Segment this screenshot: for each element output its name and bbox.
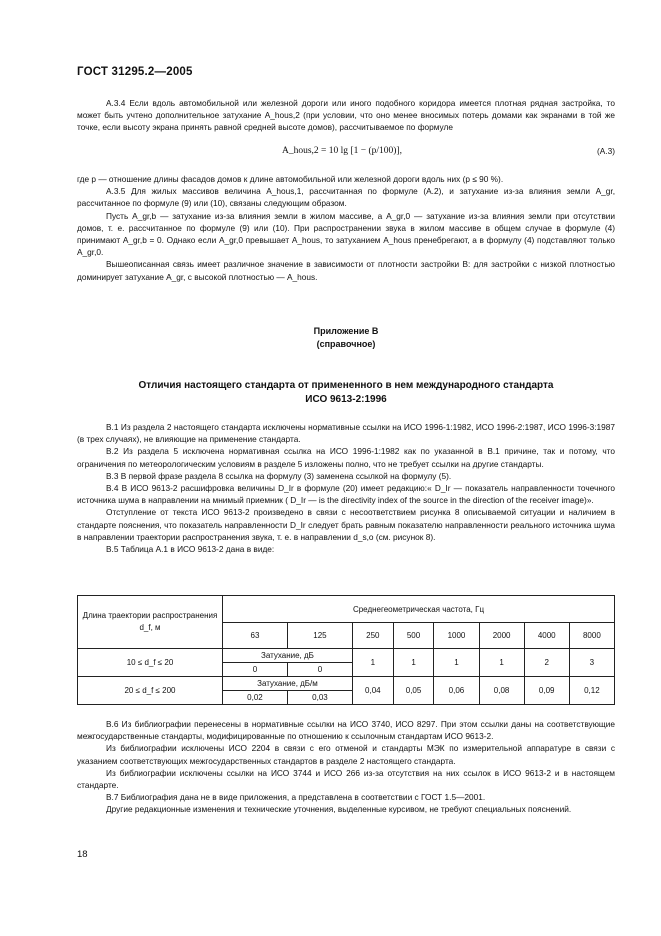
standard-header: ГОСТ 31295.2—2005 (77, 66, 193, 78)
paragraph: Пусть A_gr,b — затухание из-за влияния земли в жилом массиве, а A_gr,0 — затухание из-за влияния земли при отсутствии домов, т. е. рассчитанное по формуле (9) или (10). При распространении звука в жилом массиве в общем случае в формуле (4) принимают A_gr,b = 0. Однако если A_gr,0 превышает A_hous, то затуханием A_hous пренебрегают, а в формулу (4) подставляют только A_gr,0. (77, 210, 615, 258)
table-range-cell: 10 ≤ d_f ≤ 20 (78, 649, 223, 677)
page-number: 18 (77, 849, 88, 860)
table-value-cell: 0,04 (352, 677, 393, 705)
table-freq-cell: 250 (352, 623, 393, 649)
attenuation-table (77, 595, 615, 705)
table-range-cell: 20 ≤ d_f ≤ 200 (78, 677, 223, 705)
formula-number: (А.3) (597, 146, 615, 156)
table-header-frequency: Среднегеометрическая частота, Гц (223, 596, 615, 623)
paragraph: А.3.4 Если вдоль автомобильной или железной дороги или иного подобного коридора имеется плотная рядная застройка, то может быть учтено дополнительное затухание A_hous,2 (при условии, что оно менее вносимых потерь домами как экранами в той же точке, если высоту экрана принять равной средней высоте домов), рассчитываемое по формуле (77, 98, 615, 133)
table-subvalue-cell: 0,02 (223, 691, 288, 705)
table-value-cell: 2 (524, 649, 569, 677)
table-subvalue-cell: 0 (223, 663, 288, 677)
paragraph: В.4 В ИСО 9613-2 расшифровка величины D_Ir в формуле (20) имеет редакцию:« D_Ir — показатель направленности точечного источника шума в направлении на мнимый приемник ( D_Ir — is the directivity index of the source in the direction of the receiver image)». (77, 483, 615, 506)
paragraph: В.5 Таблица А.1 в ИСО 9613-2 дана в виде: (106, 544, 275, 555)
paragraph-block-b6 (77, 718, 615, 816)
table-sublabel-cell: Затухание, дБ (223, 649, 353, 663)
paragraph: В.7 Библиография дана не в виде приложения, а представлена в соответствии с ГОСТ 1.5—2001. (106, 792, 486, 803)
table-value-cell: 1 (479, 649, 524, 677)
table-value-cell: 0,09 (524, 677, 569, 705)
table-value-cell: 0,12 (569, 677, 614, 705)
table-freq-cell: 4000 (524, 623, 569, 649)
table-value-cell: 0,06 (434, 677, 479, 705)
paragraph-block-a35 (77, 173, 615, 283)
paragraph: где p — отношение длины фасадов домов к длине автомобильной или железной дороги вдоль них (p ≤ 90 %). (77, 174, 504, 184)
table-subvalue-cell: 0,03 (287, 691, 352, 705)
paragraph: Из библиографии исключены ссылки на ИСО 3744 и ИСО 266 из-за отсутствия на них ссылок в ИСО 9613-2 и в настоящем стандарте. (77, 767, 615, 791)
table-freq-cell: 2000 (479, 623, 524, 649)
paragraph: В.1 Из раздела 2 настоящего стандарта исключены нормативные ссылки на ИСО 1996-1:1982, ИСО 1996-2:1987, ИСО 1996-3:1987 (в трех случаях), не влияющие на применение стандарта. (77, 422, 615, 445)
table-freq-cell: 8000 (569, 623, 614, 649)
paragraph: Другие редакционные изменения и технические уточнения, выделенные курсивом, не требуют специальных пояснений. (106, 804, 572, 815)
table-freq-cell: 1000 (434, 623, 479, 649)
table-value-cell: 0,05 (393, 677, 434, 705)
paragraph: А.3.5 Для жилых массивов величина A_hous,1, рассчитанная по формуле (А.2), и затухание из-за влияния земли A_gr, рассчитанное по формуле (9) или (10), связаны следующим образом. (77, 186, 615, 209)
paragraph: В.2 Из раздела 5 исключена нормативная ссылка на ИСО 1996-1:1982 как по указанной в В.1 причине, так и потому, что ограничения по метеорологическим условиям в разделе 5 изложены полно, что не требует ссылки на другие стандарты. (77, 446, 615, 469)
paragraph-block-b (77, 421, 615, 555)
paragraph: Вышеописанная связь имеет различное значение в зависимости от плотности застройки B: для застройки с низкой плотностью доминирует затухание A_gr, с высокой плотностью — A_hous. (77, 259, 615, 282)
table-sublabel-cell: Затухание, дБ/м (223, 677, 353, 691)
table-subvalue-cell: 0 (287, 663, 352, 677)
table-value-cell: 1 (352, 649, 393, 677)
paragraph: В.6 Из библиографии перенесены в нормативные ссылки на ИСО 3740, ИСО 8297. При этом ссылки даны на соответствующие межгосударственные стандарты, модифицированные по отношению к ссылочным стандартам ИСО 9613-2. (77, 719, 615, 742)
table-header-length: Длина траектории распространения d_f, м (78, 596, 223, 649)
table-freq-cell: 500 (393, 623, 434, 649)
paragraph-block-a34 (77, 97, 615, 134)
table-freq-cell: 125 (287, 623, 352, 649)
section-title-line1: Отличия настоящего стандарта от примененного в нем международного стандарта (138, 380, 554, 391)
paragraph: В.3 В первой фразе раздела 8 ссылка на формулу (3) заменена ссылкой на формулу (5). (106, 470, 452, 481)
table-value-cell: 3 (569, 649, 614, 677)
paragraph: Отступление от текста ИСО 9613-2 произведено в связи с несоответствием рисунка 8 описываемой ситуации и наличием в стандарте пояснения, что показатель направленности D_Ir следует брать равным показателю направленности реального источника шума в направлении траектории распространения звука, т. е. в направлении d_s,o (см. рисунок 8). (77, 507, 615, 542)
section-title-line2: ИСО 9613-2:1996 (305, 394, 387, 405)
table-freq-cell: 63 (223, 623, 288, 649)
paragraph: Из библиографии исключены ИСО 2204 в связи с его отменой и стандарты МЭК по измерительной аппаратуре в связи с указанием соответствующих межгосударственных стандартов в разделе 2 настоящего стандарта. (77, 743, 615, 766)
table-value-cell: 0,08 (479, 677, 524, 705)
formula-expression: A_hous,2 = 10 lg [1 − (p/100)], (282, 146, 402, 156)
table-value-cell: 1 (434, 649, 479, 677)
appendix-subtitle: (справочное) (316, 339, 376, 349)
table-value-cell: 1 (393, 649, 434, 677)
appendix-title: Приложение В (313, 326, 379, 336)
